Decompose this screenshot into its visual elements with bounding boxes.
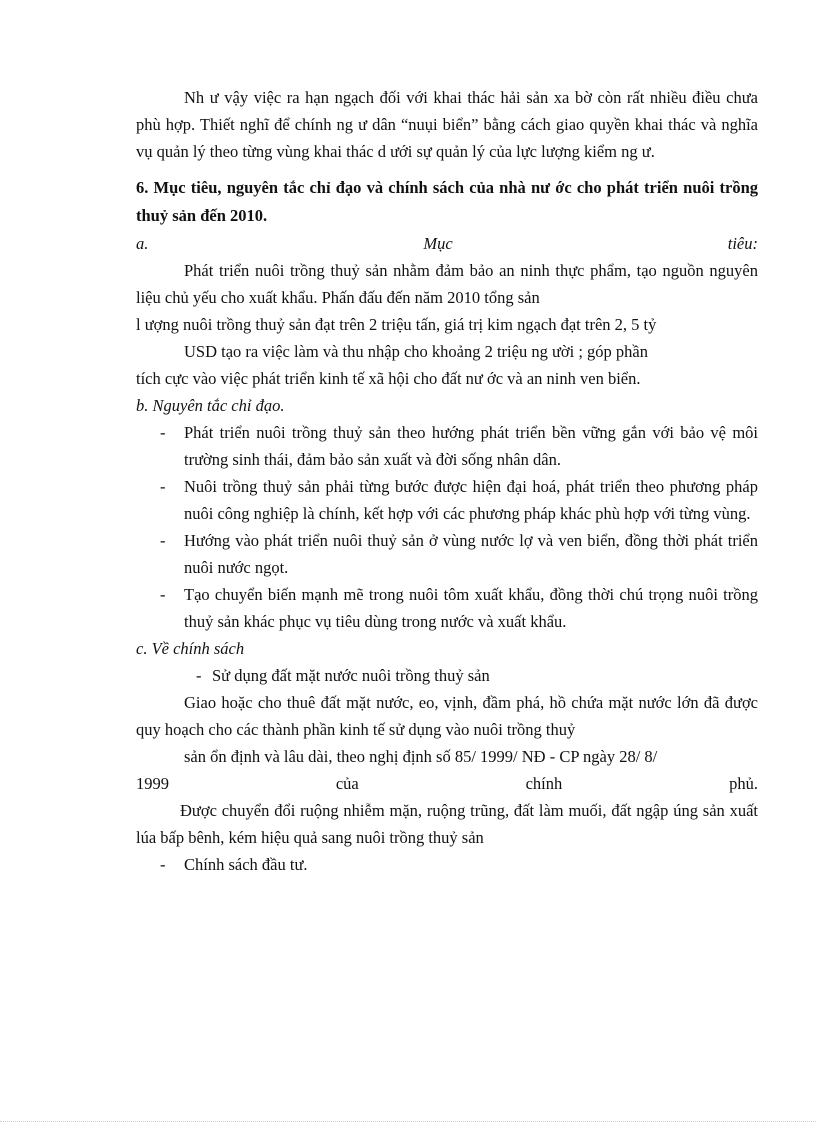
- principles-list: [136, 419, 758, 635]
- dash-bullet-icon: -: [160, 477, 166, 496]
- paragraph-a-4: tích cực vào việc phát triển kinh tế xã hội cho đất nư ớc và an ninh ven biển.: [136, 369, 641, 388]
- paragraph-c-3: 1999 của chính phủ.: [136, 774, 758, 793]
- list-item: - Hướng vào phát triển nuôi thuỷ sản ở vùng nước lợ và ven biển, đồng thời phát triển nuôi nước ngọt.: [136, 527, 758, 581]
- sub-item-land-use: - Sử dụng đất mặt nước nuôi trồng thuỷ sản: [136, 662, 758, 689]
- list-item: - Phát triển nuôi trồng thuỷ sản theo hướng phát triển bền vững gắn với bảo vệ môi trường sinh thái, đảm bảo sản xuất và đời sống nhân dân.: [136, 419, 758, 473]
- list-item: - Nuôi trồng thuỷ sản phải từng bước được hiện đại hoá, phát triển theo phương pháp nuôi công nghiệp là chính, kết hợp với các phương pháp khác phù hợp với từng vùng.: [136, 473, 758, 527]
- paragraph-c-4: Được chuyển đổi ruộng nhiễm mặn, ruộng trũng, đất làm muối, đất ngập úng sản xuất lúa bấp bênh, kém hiệu quả sang nuôi trồng thuỷ sản: [136, 801, 758, 847]
- document-page: [136, 84, 758, 878]
- dash-bullet-icon: -: [160, 585, 166, 604]
- dash-bullet-icon: -: [160, 531, 166, 550]
- page-bottom-rule: [0, 1121, 816, 1122]
- paragraph-a-3: USD tạo ra việc làm và thu nhập cho khoảng 2 triệu ng ười ; góp phần: [184, 342, 648, 361]
- paragraph-a-1: Phát triển nuôi trồng thuỷ sản nhằm đảm bảo an ninh thực phẩm, tạo nguồn nguyên liệu chủ yếu cho xuất khẩu. Phấn đấu đến năm 2010 tổng sản: [136, 261, 758, 307]
- paragraph-c-1: Giao hoặc cho thuê đất mặt nước, eo, vịnh, đầm phá, hồ chứa mặt nước lớn đã được quy hoạch cho các thành phần kinh tế sử dụng vào nuôi trồng thuỷ: [136, 693, 758, 739]
- dash-bullet-icon: -: [196, 666, 202, 685]
- section-heading: 6. Mục tiêu, nguyên tắc chỉ đạo và chính sách của nhà nư ớc cho phát triển nuôi trồng thuỷ sản đến 2010.: [136, 178, 758, 225]
- paragraph-intro: Nh ư vậy việc ra hạn ngạch đối với khai thác hải sản xa bờ còn rất nhiều điều chưa phù hợp. Thiết nghĩ để chính ng ư dân “nuụi biển” bằng cách giao quyền khai thác và nghĩa vụ quản lý theo từng vùng khai thác d ưới sự quản lý của lực lượng kiểm ng ư.: [136, 88, 758, 161]
- dash-bullet-icon: -: [160, 423, 166, 442]
- paragraph-c-2: sản ổn định và lâu dài, theo nghị định số 85/ 1999/ NĐ - CP ngày 28/ 8/: [184, 747, 658, 766]
- section-b-label: b. Nguyên tắc chỉ đạo.: [136, 396, 285, 415]
- section-a-label: a. Mục tiêu:: [136, 234, 758, 253]
- sub-item-investment: - Chính sách đầu tư.: [136, 851, 758, 878]
- paragraph-a-2: l ượng nuôi trồng thuỷ sản đạt trên 2 triệu tấn, giá trị kim ngạch đạt trên 2, 5 tỷ: [136, 315, 657, 334]
- section-c-label: c. Về chính sách: [136, 639, 245, 658]
- list-item: - Tạo chuyển biến mạnh mẽ trong nuôi tôm xuất khẩu, đồng thời chú trọng nuôi trồng thuỷ sản khác phục vụ tiêu dùng trong nước và xuất khẩu.: [136, 581, 758, 635]
- dash-bullet-icon: -: [160, 855, 166, 874]
